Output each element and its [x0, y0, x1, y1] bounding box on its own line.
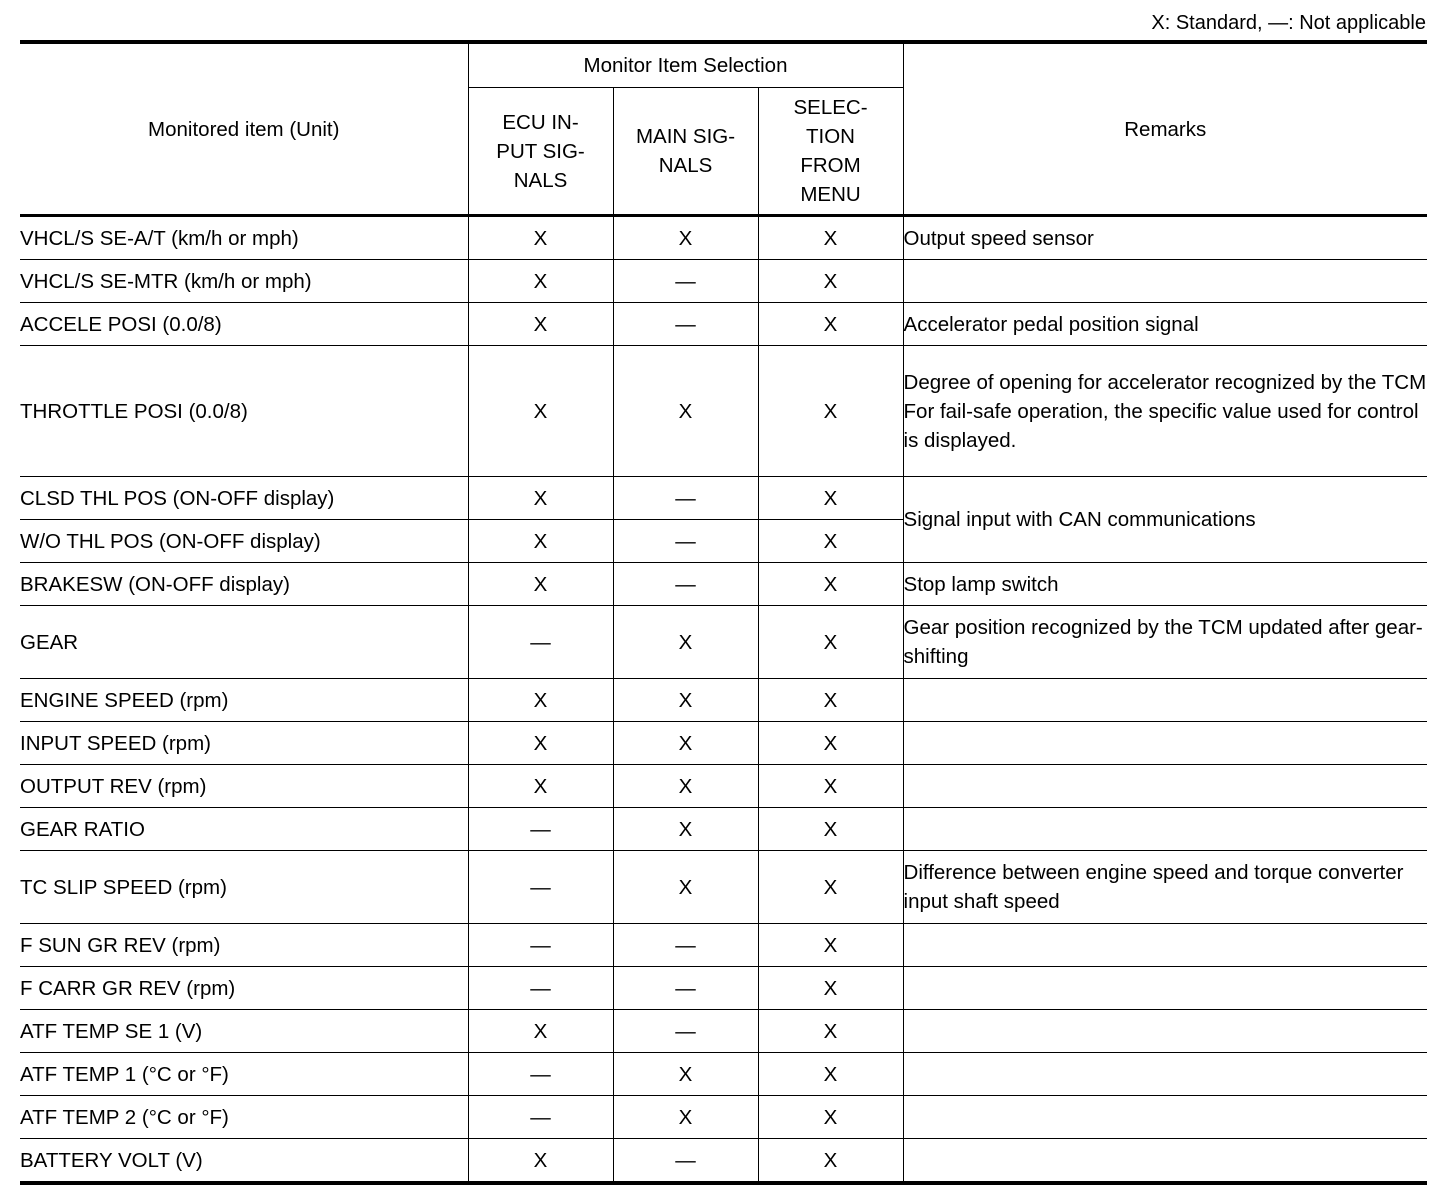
main-cell: — [613, 303, 758, 346]
menu-cell: X [758, 1096, 903, 1139]
ecu-cell: X [468, 563, 613, 606]
ecu-cell: X [468, 1010, 613, 1053]
remarks-cell [903, 722, 1427, 765]
ecu-cell: — [468, 606, 613, 679]
ecu-cell: X [468, 722, 613, 765]
menu-cell: X [758, 563, 903, 606]
main-cell: X [613, 1053, 758, 1096]
table-row [20, 606, 1427, 679]
remarks-cell: Accelerator pedal position signal [903, 303, 1427, 346]
ecu-cell: — [468, 1053, 613, 1096]
table-row [20, 260, 1427, 303]
table-row [20, 1053, 1427, 1096]
ecu-cell: X [468, 346, 613, 477]
item-cell: THROTTLE POSI (0.0/8) [20, 346, 468, 477]
remarks-cell [903, 679, 1427, 722]
menu-cell: X [758, 808, 903, 851]
main-cell: — [613, 563, 758, 606]
header-remarks: Remarks [903, 42, 1427, 216]
item-cell: TC SLIP SPEED (rpm) [20, 851, 468, 924]
table-row [20, 477, 1427, 520]
ecu-cell: X [468, 477, 613, 520]
main-cell: X [613, 346, 758, 477]
main-cell: X [613, 679, 758, 722]
menu-cell: X [758, 520, 903, 563]
menu-cell: X [758, 216, 903, 260]
menu-cell: X [758, 606, 903, 679]
main-cell: — [613, 260, 758, 303]
table-row [20, 1010, 1427, 1053]
menu-cell: X [758, 1139, 903, 1184]
table-row [20, 808, 1427, 851]
main-cell: X [613, 722, 758, 765]
table-row [20, 303, 1427, 346]
ecu-cell: X [468, 260, 613, 303]
remarks-cell: Stop lamp switch [903, 563, 1427, 606]
remarks-cell [903, 924, 1427, 967]
ecu-cell: X [468, 1139, 613, 1184]
remarks-cell: Gear position recognized by the TCM updated after gear-shifting [903, 606, 1427, 679]
item-cell: ATF TEMP SE 1 (V) [20, 1010, 468, 1053]
table-row [20, 851, 1427, 924]
remarks-cell [903, 1096, 1427, 1139]
main-cell: — [613, 967, 758, 1010]
main-cell: X [613, 808, 758, 851]
table-row [20, 679, 1427, 722]
item-cell: F SUN GR REV (rpm) [20, 924, 468, 967]
item-cell: INPUT SPEED (rpm) [20, 722, 468, 765]
item-cell: OUTPUT REV (rpm) [20, 765, 468, 808]
item-cell: GEAR [20, 606, 468, 679]
main-cell: X [613, 1096, 758, 1139]
item-cell: F CARR GR REV (rpm) [20, 967, 468, 1010]
main-cell: X [613, 765, 758, 808]
item-cell: VHCL/S SE-A/T (km/h or mph) [20, 216, 468, 260]
remarks-cell: Output speed sensor [903, 216, 1427, 260]
main-cell: — [613, 477, 758, 520]
main-cell: X [613, 606, 758, 679]
item-cell: ATF TEMP 2 (°C or °F) [20, 1096, 468, 1139]
item-cell: ENGINE SPEED (rpm) [20, 679, 468, 722]
table-row [20, 924, 1427, 967]
ecu-cell: — [468, 851, 613, 924]
remarks-cell: Degree of opening for accelerator recognized by the TCM For fail-safe operation, the specific value used for control is displayed. [903, 346, 1427, 477]
table-row [20, 216, 1427, 260]
item-cell: ACCELE POSI (0.0/8) [20, 303, 468, 346]
menu-cell: X [758, 924, 903, 967]
remarks-cell: Difference between engine speed and torque converter input shaft speed [903, 851, 1427, 924]
table-row [20, 1139, 1427, 1184]
main-cell: — [613, 1010, 758, 1053]
remarks-cell [903, 260, 1427, 303]
ecu-cell: X [468, 216, 613, 260]
legend-note: X: Standard, —: Not applicable [1151, 12, 1426, 34]
menu-cell: X [758, 679, 903, 722]
item-cell: GEAR RATIO [20, 808, 468, 851]
main-cell: — [613, 520, 758, 563]
item-cell: W/O THL POS (ON-OFF display) [20, 520, 468, 563]
item-cell: BATTERY VOLT (V) [20, 1139, 468, 1184]
header-ecu-input-signals: ECU IN- PUT SIG- NALS [468, 88, 613, 216]
item-cell: VHCL/S SE-MTR (km/h or mph) [20, 260, 468, 303]
remarks-cell [903, 808, 1427, 851]
remarks-cell [903, 1010, 1427, 1053]
main-cell: X [613, 216, 758, 260]
menu-cell: X [758, 260, 903, 303]
main-cell: — [613, 1139, 758, 1184]
ecu-cell: X [468, 679, 613, 722]
ecu-cell: X [468, 303, 613, 346]
header-main-signals: MAIN SIG- NALS [613, 88, 758, 216]
main-cell: X [613, 851, 758, 924]
item-cell: CLSD THL POS (ON-OFF display) [20, 477, 468, 520]
table-row [20, 346, 1427, 477]
ecu-cell: X [468, 765, 613, 808]
remarks-cell [903, 1053, 1427, 1096]
table-row [20, 1096, 1427, 1139]
table-row [20, 563, 1427, 606]
header-monitored-item: Monitored item (Unit) [20, 42, 468, 216]
monitor-item-table [20, 40, 1427, 1185]
remarks-cell [903, 1139, 1427, 1184]
menu-cell: X [758, 477, 903, 520]
menu-cell: X [758, 1053, 903, 1096]
table-row [20, 765, 1427, 808]
menu-cell: X [758, 851, 903, 924]
menu-cell: X [758, 765, 903, 808]
header-monitor-item-selection: Monitor Item Selection [468, 42, 903, 88]
ecu-cell: — [468, 924, 613, 967]
remarks-cell [903, 765, 1427, 808]
item-cell: ATF TEMP 1 (°C or °F) [20, 1053, 468, 1096]
menu-cell: X [758, 1010, 903, 1053]
ecu-cell: — [468, 1096, 613, 1139]
remarks-cell: Signal input with CAN communications [903, 477, 1427, 563]
menu-cell: X [758, 722, 903, 765]
ecu-cell: — [468, 967, 613, 1010]
item-cell: BRAKESW (ON-OFF display) [20, 563, 468, 606]
menu-cell: X [758, 303, 903, 346]
ecu-cell: X [468, 520, 613, 563]
table-row [20, 722, 1427, 765]
table-row [20, 967, 1427, 1010]
main-cell: — [613, 924, 758, 967]
menu-cell: X [758, 346, 903, 477]
remarks-cell [903, 967, 1427, 1010]
header-selection-from-menu: SELEC- TION FROM MENU [758, 88, 903, 216]
ecu-cell: — [468, 808, 613, 851]
menu-cell: X [758, 967, 903, 1010]
